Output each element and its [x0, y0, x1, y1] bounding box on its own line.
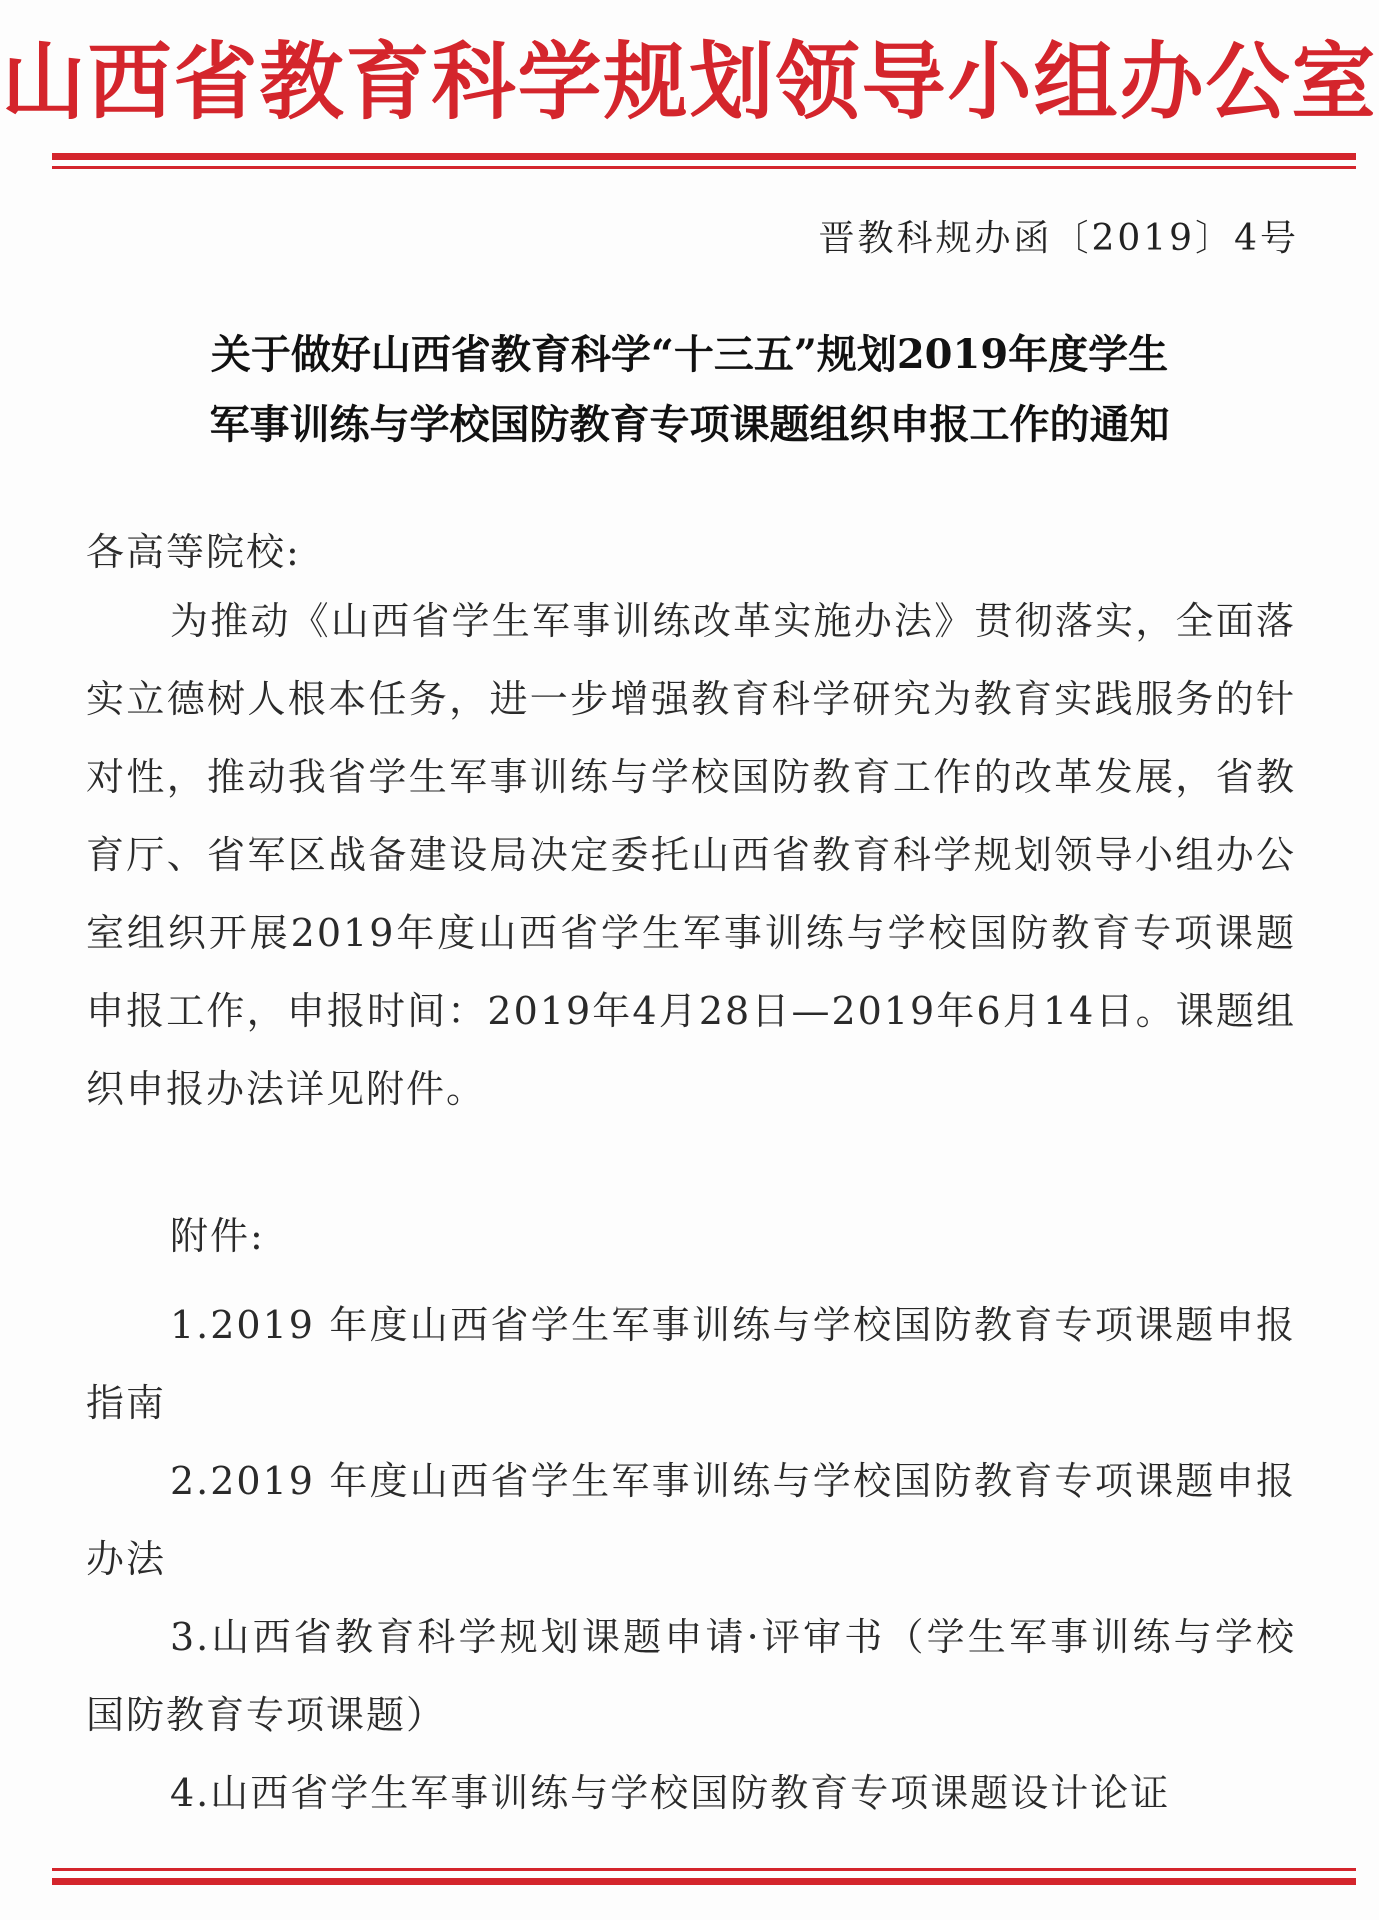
attachments-list — [86, 1286, 1296, 1832]
footer-rule-thick — [52, 1878, 1356, 1885]
attachment-item-4: 4.山西省学生军事训练与学校国防教育专项课题设计论证 — [170, 1771, 1171, 1815]
document-number: 晋教科规办函〔2019〕4号 — [818, 218, 1299, 259]
letterhead-rule-thick — [52, 153, 1356, 160]
letterhead-rule-thin — [52, 166, 1356, 169]
notice-title-line-2: 军事训练与学校国防教育专项课题组织申报工作的通知 — [209, 401, 1170, 448]
letterhead-title: 山西省教育科学规划领导小组办公室 — [1, 32, 1378, 131]
salutation: 各高等院校: — [86, 530, 301, 574]
attachment-item-1: 1.2019 年度山西省学生军事训练与学校国防教育专项课题申报指南 — [86, 1303, 1296, 1425]
notice-title-line-1: 关于做好山西省教育科学“十三五”规划2019年度学生 — [210, 331, 1169, 378]
notice-title — [0, 320, 1379, 460]
footer-rule-thin — [52, 1868, 1356, 1871]
attachment-item-2: 2.2019 年度山西省学生军事训练与学校国防教育专项课题申报办法 — [86, 1459, 1296, 1581]
body-paragraph: 为推动《山西省学生军事训练改革实施办法》贯彻落实，全面落实立德树人根本任务，进一步增强教育科学研究为教育实践服务的针对性，推动我省学生军事训练与学校国防教育工作的改革发展，省教育厅、省军区战备建设局决定委托山西省教育科学规划领导小组办公室组织开展2019年度山西省学生军事训练与学校国防教育专项课题申报工作，申报时间：2019年4月28日—2019年6月14日。课题组织申报办法详见附件。 — [86, 599, 1296, 1111]
attachment-item-3: 3.山西省教育科学规划课题申请·评审书（学生军事训练与学校国防教育专项课题） — [86, 1615, 1296, 1737]
attachments-label: 附件: — [170, 1214, 265, 1258]
